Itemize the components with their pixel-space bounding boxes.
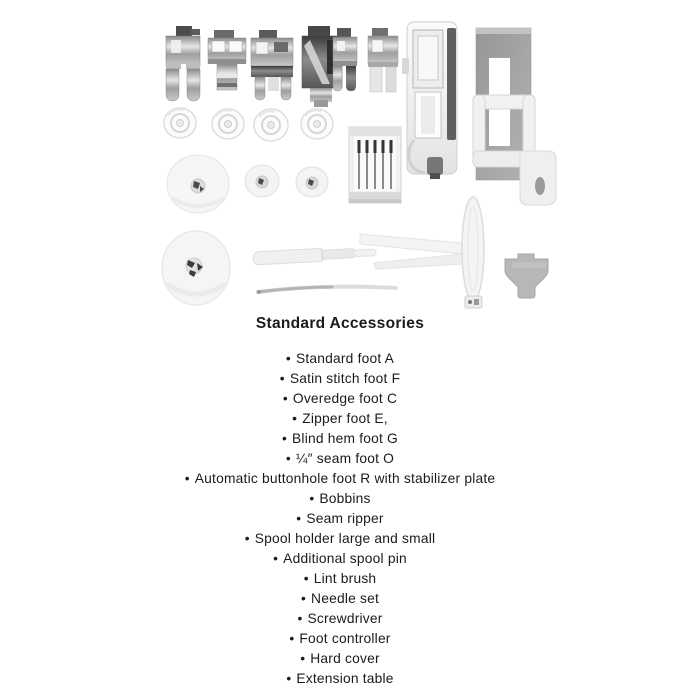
list-item-label: Spool holder large and small (254, 531, 436, 546)
bullet-icon: • (303, 571, 309, 586)
bullet-icon: • (285, 351, 291, 366)
list-item-label: Zipper foot E, (302, 411, 388, 426)
list-item-label: Seam ripper (306, 511, 384, 526)
bullet-icon: • (296, 511, 302, 526)
list-item-label: Blind hem foot G (292, 431, 398, 446)
list-item-label: Extension table (296, 671, 394, 686)
list-item (0, 549, 680, 569)
list-item (0, 509, 680, 529)
quarter-inch-seam-foot-o-photo (368, 28, 398, 92)
list-item-label: Needle set (311, 591, 379, 606)
bullet-icon: • (286, 671, 292, 686)
list-item (0, 449, 680, 469)
list-item (0, 669, 680, 689)
list-item-label: Overedge foot C (292, 391, 398, 406)
page-title: Standard Accessories (255, 315, 425, 332)
spool-holder-large-photo (167, 155, 229, 213)
list-item (0, 649, 680, 669)
accessories-text-block (0, 314, 680, 689)
list-item-label: Additional spool pin (283, 551, 407, 566)
bobbin-photo (164, 108, 333, 141)
list-item (0, 349, 680, 369)
bullet-icon: • (273, 551, 279, 566)
standard-foot-a-photo (166, 26, 200, 101)
lint-brush-photo (257, 287, 396, 294)
spool-holder-large-2-photo (162, 231, 230, 305)
list-item-label: Standard foot A (295, 351, 395, 366)
accessories-photo (0, 0, 700, 312)
list-item (0, 569, 680, 589)
spool-holder-small-photo (245, 165, 328, 197)
stabilizer-plate-photo (473, 28, 556, 205)
list-item (0, 589, 680, 609)
list-item-label: Lint brush (313, 571, 377, 586)
automatic-buttonhole-foot-r-photo (402, 22, 457, 179)
accessory-list (0, 349, 680, 689)
bullet-icon: • (309, 491, 315, 506)
satin-stitch-foot-f-photo (208, 30, 246, 90)
list-item (0, 469, 680, 489)
bullet-icon: • (279, 371, 285, 386)
list-item-label: Screwdriver (307, 611, 383, 626)
list-item-label: Foot controller (299, 631, 391, 646)
blind-hem-foot-g-photo (333, 28, 357, 91)
bullet-icon: • (301, 591, 307, 606)
list-item-label: Satin stitch foot F (289, 371, 401, 386)
bullet-icon: • (292, 411, 298, 426)
list-item (0, 429, 680, 449)
list-item-label: Hard cover (310, 651, 380, 666)
list-item-label: ¼″ seam foot O (295, 451, 395, 466)
seam-ripper-photo (253, 246, 377, 265)
additional-spool-pin-photo (360, 197, 484, 308)
bullet-icon: • (285, 451, 291, 466)
bullet-icon: • (282, 391, 288, 406)
list-item (0, 489, 680, 509)
list-item (0, 529, 680, 549)
bullet-icon: • (244, 531, 250, 546)
list-item-label: Automatic buttonhole foot R with stabilizer plate (194, 471, 496, 486)
list-item (0, 369, 680, 389)
screwdriver-photo (505, 254, 548, 298)
list-item-label: Bobbins (319, 491, 371, 506)
list-item (0, 409, 680, 429)
list-item (0, 609, 680, 629)
bullet-icon: • (184, 471, 190, 486)
overedge-foot-c-photo (251, 30, 293, 100)
bullet-icon: • (289, 631, 295, 646)
bullet-icon: • (282, 431, 288, 446)
list-item (0, 629, 680, 649)
bullet-icon: • (300, 651, 306, 666)
list-item (0, 389, 680, 409)
needle-set-photo (349, 127, 401, 203)
bullet-icon: • (297, 611, 303, 626)
